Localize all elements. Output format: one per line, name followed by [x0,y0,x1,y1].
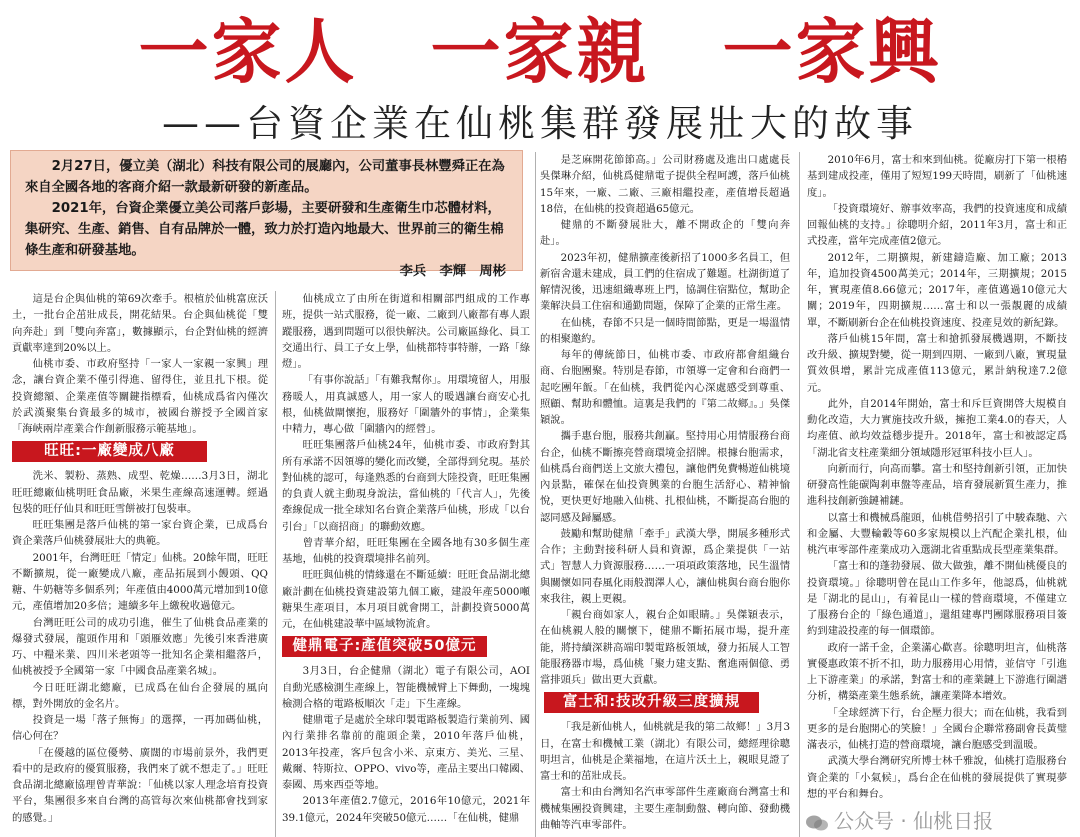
body-paragraph: 武漢大學台灣研究所博士林千雅說，仙桃打造服務台資企業的「小氣候」，爲台企在仙桃的發展提供了實現夢想的平台和舞台。 [807,755,1067,800]
body-paragraph: 2013年產值2.7億元，2016年10億元，2021年39.1億元，2024年突破50億元……「在仙桃，健鼎 [282,795,530,824]
body-paragraph: 政府一諾千金，企業滿心歡喜。徐聰明坦言，仙桃落實優惠政策不折不扣，助力服務用心用情，並信守「引進上下游產業」的承諾，對富士和的產業鏈上下游進行圍譜分析，構築產業生態系統，讓產業降本增效。 [807,641,1067,703]
body-paragraph: 今日旺旺湖北總廠，已成爲在仙台企發展的風向標，對外開放的金名片。 [12,681,268,710]
page-subtitle: ——台資企業在仙桃集群發展壯大的故事 [162,102,918,145]
body-paragraph: 「在優越的區位優勢、廣闊的市場前景外，我們更看中的是政府的優質服務，我們來了就不想走了。」旺旺食品湖北總廠協理曾青華說：「仙桃以家人理念培育投資平台，集團很多來自台灣的高管每次來仙桃都會找到家的感覺。」 [12,746,268,824]
section-heading: 健鼎電子:產值突破50億元 [282,636,487,657]
body-paragraph: 曾青華介紹，旺旺集團在全國各地有30多個生產基地，仙桃的投資環境排名前列。 [282,536,530,565]
body-paragraph: 健鼎電子是處於全球印製電路板製造行業前列、國內行業排名靠前的龍頭企業，2010年落戶仙桃，2013年投產，客戶包含小米、京東方、美光、三星、戴爾、特斯拉、OPPO、vivo等，產品主要出口韓國、泰國、馬來西亞等地。 [282,714,530,791]
body-paragraph: 在仙桃，春節不只是一個時間節點，更是一場溫情的相聚邀約。 [540,316,790,345]
body-paragraph: 「我是新仙桃人，仙桃就是我的第二故鄉！」3月3日，在富士和機械工業（湖北）有限公司，總經理徐聰明坦言，仙桃是企業福地，在這片沃土上，親眼見證了富士和的茁壯成長。 [540,721,790,782]
column-divider [799,152,800,837]
body-paragraph: 攜手惠台胞，服務共創贏。堅持用心用情服務台商台企，仙桃不斷擦亮營商環境金招牌。根據台胞需求，仙桃爲台商們送上文旅大禮包，讓他們免費暢遊仙桃境內景點，確保在仙投資興業的台胞生活舒心、精神愉悅，更快更好地融入仙桃、扎根仙桃，不斷提高台胞的認同感及歸屬感。 [540,430,790,524]
article-column-3 [540,152,790,837]
lead-box [10,150,523,279]
body-paragraph: 投資是一場「落子無悔」的選擇，一再加碼仙桃，信心何在？ [12,714,268,743]
body-paragraph: 仙桃市委、市政府堅持「一家人一家親一家興」理念，讓台資企業不僅引得進、留得住，並且扎下根。從投資總額、企業產值等關鍵指標看，仙桃成爲省內僅次於武漢聚集台資最多的城市，被國台辦授予全國首家「海峽兩岸產業合作創新服務示範基地」。 [12,358,268,435]
body-paragraph: 每年的傳統節日，仙桃市委、市政府都會組織台商、台胞團聚。特別是春節，市領導一定會和台商們一起吃團年飯。「在仙桃，我們從內心深處感受到尊重、照顧、幫助和體恤。這裏是我們的『第二故鄉』。」吳傑穎說。 [540,349,790,426]
body-paragraph: 此外，自2014年開始，富士和斥巨資開啓大規模自動化改造，大力實施技改升級，擁抱工業4.0的春天，人均產值、畝均效益穩步提升。2018年，富士和被認定爲「湖北省支柱產業細分領域隱形冠軍科技小巨人」。 [807,397,1067,459]
body-paragraph: 仙桃成立了由所在街道和相關部門組成的工作專班，提供一站式服務，從一廠、二廠到八廠都有專人跟蹤服務，遇到問題可以很快解決。公司廠區綠化、員工交通出行、員工子女上學，仙桃都特事特辦，一路「綠燈」。 [282,293,530,370]
body-paragraph: 「親台商如家人，親台企如眼睛。」吳傑穎表示，在仙桃親人般的關懷下，健鼎不斷拓展市場，提升產能，將持續深耕高端印製電路板領域，發力拓展人工智能服務器市場，爲仙桃「聚力建支點、奮進兩個億、勇當排頭兵」做出更大貢獻。 [540,609,790,686]
body-paragraph: 2023年初，健鼎擴產後新招了1000多名員工，但新宿舍還未建成，員工們的住宿成了難題。杜湖街道了解情況後，迅速組織專班上門，協調住宿點位，幫助企業解決員工住宿和通勤問題，保障了企業的正常生產。 [540,251,790,313]
wechat-icon [805,814,829,832]
body-paragraph: 2012年，二期擴規，新建鑄造廠、加工廠；2013年，追加投資4500萬美元；2014年，三期擴規；2015年，實現產值8.66億元；2017年，產值邁過10億元大關；2019年，四期擴規……富士和以一張靚麗的成績單，不斷刷新台企在仙桃投資速度、投產見效的新紀錄。 [807,251,1067,329]
page-title: 一家人 一家親 一家興 [138,11,942,93]
body-paragraph: 旺旺集團是落戶仙桃的第一家台資企業，已成爲台資企業落戶仙桃發展壯大的典範。 [12,519,268,548]
body-paragraph: 鼓勵和幫助健鼎「牽手」武漢大學，開展多種形式合作；主動對接科研人員和資源，爲企業提供「一站式」智慧人力資源服務……一項項政策落地，民生溫情與關懷如同春風化雨般潤澤人心，讓仙桃與台商台胞你來我往，親上更親。 [540,527,790,605]
body-paragraph: 「全球經濟下行，台企壓力很大；而在仙桃，我看到更多的是台胞開心的笑臉！」全國台企聯常務副會長黃璧滿表示，仙桃打造的營商環境，讓台胞感受到溫暖。 [807,706,1067,751]
body-paragraph: 3月3日，台企健鼎（湖北）電子有限公司，AOI自動光感檢測生產線上，智能機械臂上下舞動，一塊塊檢測合格的電路板順次「走」下生產線。 [282,665,530,710]
watermark [805,808,1065,834]
lead-paragraph: 2021年，台資企業優立美公司落戶彭場，主要研發和生產衛生巾芯體材料，集研究、生產、銷售、自有品牌於一體，致力於打造內地最大、世界前三的衛生棉條生產和研發基地。 [25,201,504,258]
body-paragraph: 向新而行，向高而攀。富士和堅持創新引領，正加快研發高性能碳陶剎車盤等產品，培育發展新質生產力，推進科技創新強鏈補鏈。 [807,462,1067,508]
column-divider [275,291,276,837]
article-column-1 [12,291,268,837]
body-paragraph: 洗米、製粉、蒸熟、成型、乾燥……3月3日，湖北旺旺總廠仙桃明旺食品廠，米果生產線高速運轉。經過包裝的旺仔仙貝和旺旺雪餅被打包裝車。 [12,470,268,515]
lead-paragraph: 2月27日，優立美（湖北）科技有限公司的展廳內，公司董事長林豐舜正在為來自全國各地的客商介紹一款最新研發的新產品。 [25,159,505,195]
body-paragraph: 健鼎的不斷發展壯大，離不開政企的「雙向奔赴」。 [540,219,790,248]
column-divider [535,152,536,837]
body-paragraph: 是芝麻開花節節高。」公司財務處及進出口處處長吳傑琳介紹，仙桃爲健鼎電子提供全程呵護，落戶仙桃15年來，一廠、二廠、三廠相繼投產，產值增長超過18倍，在仙桃的投資超過65億元。 [540,154,790,215]
body-paragraph: 富士和由台灣知名汽車零部件生產廠商台灣富士和機械集團投資興建，主要生產制動盤、轉向節、發動機曲軸等汽車零部件。 [540,786,790,831]
body-paragraph: 2010年6月，富士和來到仙桃。從廠房打下第一根樁基到建成投產，僅用了短短199天時間，刷新了「仙桃速度」。 [807,154,1067,199]
body-paragraph: 以富士和機械爲龍頭，仙桃借勢招引了中駿森馳、六和金屬、大豐輪轂等60多家規模以上汽配企業扎根，仙桃汽車零部件產業成功入選湖北省重點成長型產業集群。 [807,511,1067,556]
body-paragraph: 旺旺集團落戶仙桃24年，仙桃市委、市政府對其所有承諾不因領導的變化而改變，全部得到兌現。基於對仙桃的認可，每逢熟悉的台商到大陸投資，旺旺集團的負責人就主動現身說法，當仙桃的「代言人」，先後牽線促成一批全球知名台資企業落戶仙桃，形成「以台引台」「以商招商」的聯動效應。 [282,439,530,533]
body-paragraph: 落戶仙桃15年間，富士和搶抓發展機遇期，不斷技改升級、擴規對變，從一期到四期、一廠到八廠，實現量質效俱增，累計完成產值113億元，累計納稅達7.2億元。 [807,332,1067,394]
body-paragraph: 「富士和的蓬勃發展、做大做強，離不開仙桃優良的投資環境。」徐聰明曾在昆山工作多年，他認爲，仙桃就是「湖北的昆山」，有着昆山一樣的營商環境，不僅建立了服務台企的「綠色通道」，還組建專門團隊服務項目簽約到建設投產的每一個環節。 [807,560,1067,638]
article-column-2 [282,291,530,837]
body-paragraph: 這是台企與仙桃的第69次牽手。根植於仙桃富庶沃土，一批台企茁壯成長，開花結果。台企與仙桃從「雙向奔赴」到「雙向奔富」，數據顯示，台企對仙桃的經濟貢獻率達到20%以上。 [12,293,268,354]
body-paragraph: 2001年，台灣旺旺「情定」仙桃。20餘年間，旺旺不斷擴規，從一廠變成八廠，產品拓展到小饅頭、QQ糖、牛奶糖等多個系列；年產值由4000萬元增加到10億元，產值增加20多倍；連續多年上繳稅收過億元。 [12,551,268,613]
section-heading: 旺旺:一廠變成八廠 [12,441,207,462]
body-paragraph: 「有事你說話」「有難我幫你」。用環境留人，用服務暖人，用真誠感人，用一家人的暖遇讓台商安心扎根，仙桃做閘懷抱，服務好「圍牆外的事情」，企業集中精力，專心做「圍牆內的經營」。 [282,374,530,435]
section-heading: 富士和:技改升級三度擴規 [544,692,759,713]
watermark-text: 公众号 · 仙桃日报 [834,809,994,833]
body-paragraph: 台灣旺旺公司的成功引進，催生了仙桃食品產業的爆發式發展，龍頭作用和「頭雁效應」先後引來香港廣巧、中糧米業、四川米老頭等一批知名企業相繼落戶，仙桃被授予全國第一家「中國食品產業名城」。 [12,616,268,678]
body-paragraph: 旺旺與仙桃的情緣還在不斷延續：旺旺食品湖北總廠計劃在仙桃投資建設第九個工廠，建設年產5000噸糖果生產項目，本月項目就會開工，計劃投資5000萬元，在仙桃建設華中區域物流倉。 [282,569,530,630]
body-paragraph: 「投資環境好、辦事效率高，我們的投資速度和成績回報仙桃的支持。」徐聰明介紹，2011年3月，富士和正式投產，當年完成產值2億元。 [807,202,1067,248]
article-column-4 [807,152,1067,837]
byline: 李兵 李輝 周彬 [399,264,506,279]
